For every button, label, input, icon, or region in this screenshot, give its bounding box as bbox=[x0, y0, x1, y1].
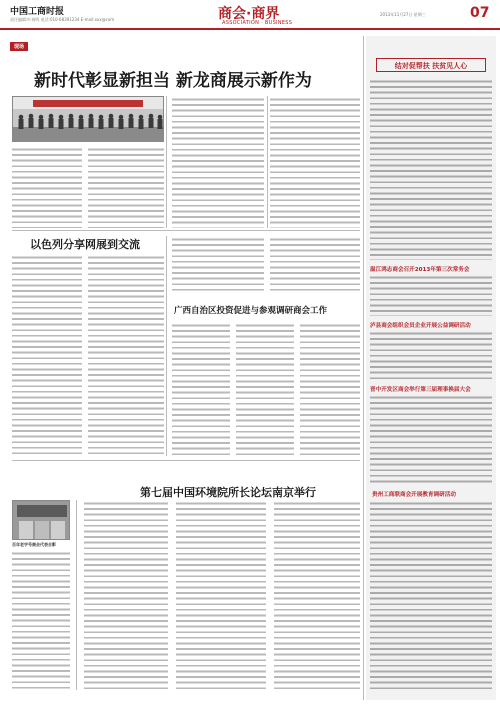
main-headline: 新时代彰显新担当 新龙商展示新作为 bbox=[34, 71, 312, 91]
sidebar-headline-4: 贵州工商联商会开展教育调研活动 bbox=[372, 492, 456, 498]
page-number: 07 bbox=[470, 5, 490, 21]
sidebar-story-5-text bbox=[370, 500, 492, 690]
story-three-column-2 bbox=[236, 322, 294, 456]
section-tag: 现场 bbox=[10, 42, 28, 51]
column-divider bbox=[166, 236, 167, 456]
photo-caption: 百年老字号商会代表合影 bbox=[12, 542, 56, 547]
sidebar-headline-2: 泸县商会组织会员企业开展公益调研活动 bbox=[370, 323, 471, 329]
story-two-column-2 bbox=[88, 254, 164, 454]
issue-date: 2013年11月27日 星期三 bbox=[380, 12, 426, 17]
story-two-column-1 bbox=[12, 254, 82, 454]
masthead bbox=[0, 0, 500, 30]
sidebar-headline-3: 晋中开发区商会举行第三届理事换届大会 bbox=[370, 387, 471, 393]
small-photo-story-text bbox=[12, 550, 70, 690]
main-story-column-4 bbox=[270, 96, 360, 228]
section-title: 商会·商界 bbox=[218, 6, 280, 22]
main-story-column-1 bbox=[12, 146, 82, 228]
story-four-column-1 bbox=[84, 500, 168, 690]
column-divider bbox=[166, 96, 167, 228]
story-four-column-2 bbox=[176, 500, 266, 690]
sidebar-story-3-text bbox=[370, 330, 492, 380]
sidebar-story-2-text bbox=[370, 274, 492, 316]
editor-info: 责任编辑:叶春鸣 电话:010-68391234 E-mail:xxx@com bbox=[10, 17, 115, 22]
column-divider bbox=[267, 96, 268, 228]
story-two-headline: 以色列分享网展到交流 bbox=[30, 238, 140, 251]
group-photo-image bbox=[13, 97, 164, 142]
publication-name: 中国工商时报 bbox=[10, 7, 65, 17]
main-story-column-3 bbox=[172, 96, 264, 228]
section-english-title: ASSOCIATION · BUSINESS bbox=[222, 20, 293, 26]
story-three-lead-column-2 bbox=[270, 236, 360, 294]
story-three-lead-column bbox=[172, 236, 264, 294]
story-three-headline: 广西自治区投资促进与参观调研商会工作 bbox=[174, 306, 328, 316]
sidebar-story-1-text bbox=[370, 78, 492, 260]
main-photo bbox=[12, 96, 164, 142]
story-three-column-3 bbox=[300, 322, 360, 456]
story-four-headline: 第七届中国环境院所长论坛南京举行 bbox=[140, 486, 316, 499]
story-divider bbox=[12, 460, 360, 461]
storefront-photo-image bbox=[13, 501, 70, 540]
sidebar-divider bbox=[363, 36, 364, 700]
sidebar-headline-1: 温江鸿志商会召开2013年第三次常务会 bbox=[370, 267, 470, 273]
story-divider bbox=[12, 230, 360, 231]
column-divider bbox=[76, 500, 77, 690]
story-four-column-3 bbox=[274, 500, 360, 690]
small-photo bbox=[12, 500, 70, 540]
story-three-column-1 bbox=[172, 322, 230, 456]
sidebar-story-4-text bbox=[370, 394, 492, 484]
main-story-column-2 bbox=[88, 146, 164, 228]
sidebar-boxed-title: 结对促帮扶 扶贫见人心 bbox=[376, 58, 486, 72]
